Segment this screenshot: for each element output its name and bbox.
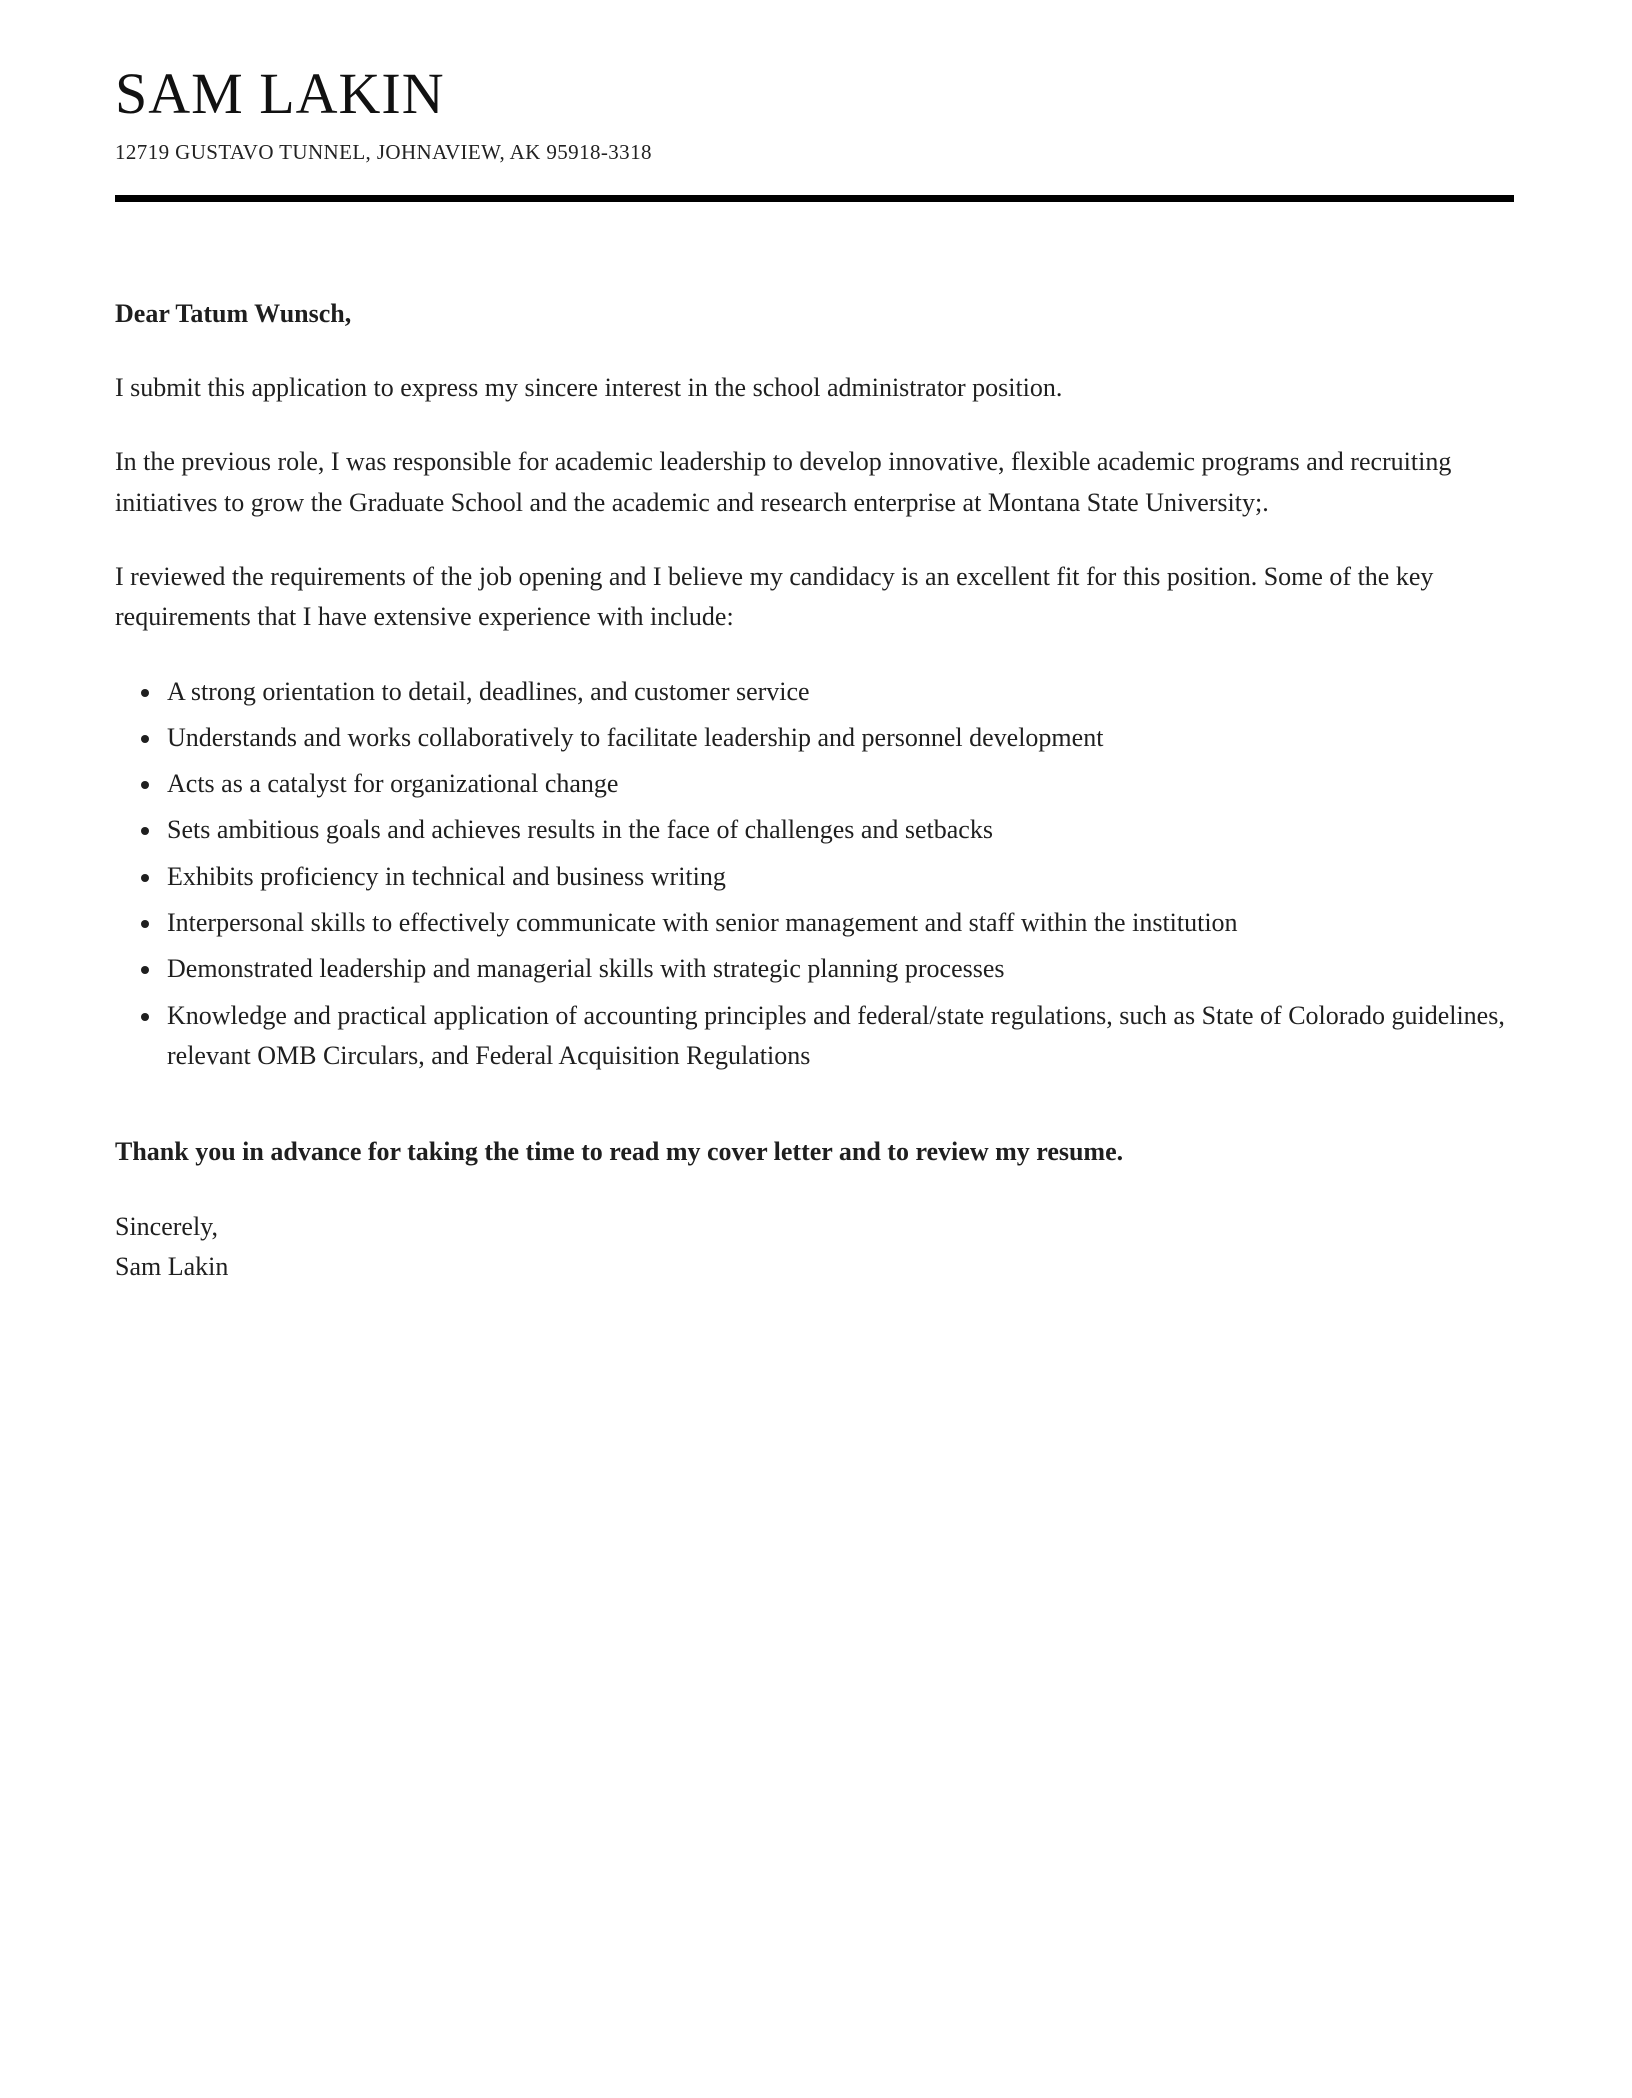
paragraph-intro: I submit this application to express my sincere interest in the school administrator position. (115, 373, 1063, 403)
list-item: • Understands and works collaboratively to facilitate leadership and personnel development (163, 718, 1514, 758)
list-item: • Exhibits proficiency in technical and business writing (163, 857, 1514, 897)
list-item: • Demonstrated leadership and managerial skills with strategic planning processes (163, 949, 1514, 989)
signoff: Sincerely, (115, 1211, 218, 1241)
signature-block (115, 1207, 1514, 1288)
sender-address: 12719 GUSTAVO TUNNEL, JOHNAVIEW, AK 95918-3318 (115, 139, 652, 164)
letter-header (115, 62, 1514, 202)
closing-statement: Thank you in advance for taking the time to read my cover letter and to review my resume. (115, 1137, 1124, 1167)
list-item: • Knowledge and practical application of accounting principles and federal/state regulations, such as State of Colorado guidelines, relevant OMB Circulars, and Federal Acquisition Regulations (163, 996, 1514, 1077)
header-divider (115, 195, 1514, 202)
letter-body (115, 294, 1514, 1287)
sender-name: SAM LAKIN (115, 61, 445, 126)
list-item: • A strong orientation to detail, deadlines, and customer service (163, 672, 1514, 712)
paragraph-requirements-intro: I reviewed the requirements of the job opening and I believe my candidacy is an excellent fit for this position. Some of the key requirements that I have extensive experience with include: (115, 561, 1434, 632)
signature-name: Sam Lakin (115, 1251, 229, 1281)
salutation: Dear Tatum Wunsch, (115, 298, 352, 328)
list-item: • Interpersonal skills to effectively communicate with senior management and staff within the institution (163, 903, 1514, 943)
paragraph-previous-role: In the previous role, I was responsible for academic leadership to develop innovative, flexible academic programs and recruiting initiatives to grow the Graduate School and the academic and research enterprise at Montana State University;. (115, 447, 1452, 517)
list-item: • Sets ambitious goals and achieves results in the face of challenges and setbacks (163, 810, 1514, 850)
list-item: • Acts as a catalyst for organizational change (163, 764, 1514, 804)
requirements-list (115, 672, 1514, 1077)
